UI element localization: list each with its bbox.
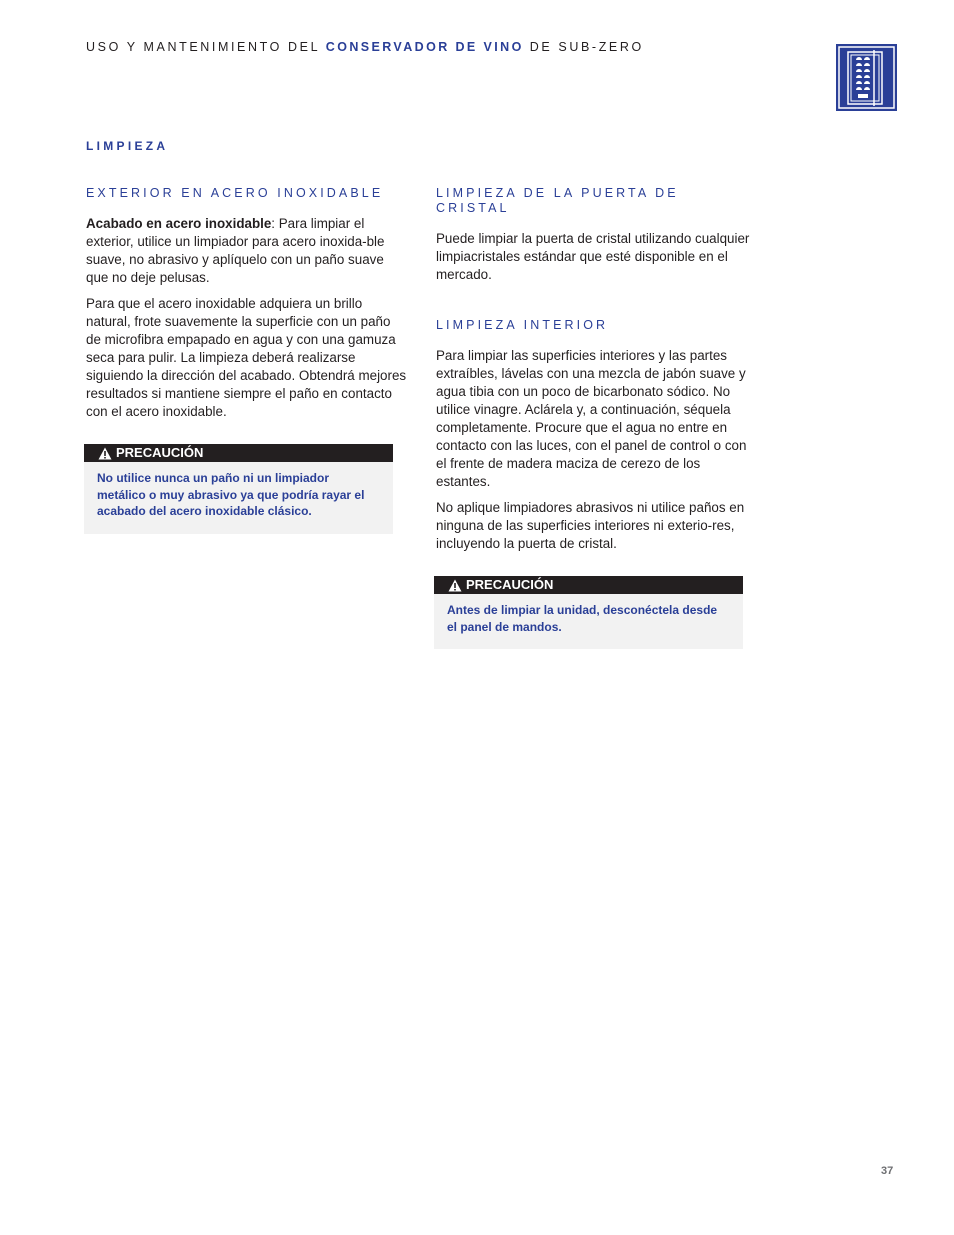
warning-icon — [98, 447, 112, 460]
running-header — [86, 40, 644, 54]
paragraph: No aplique limpiadores abrasivos ni utilice paños en ninguna de las superficies interiores ni exterio-res, incluyendo la puerta de cristal. — [436, 500, 745, 551]
header-suffix: DE SUB-ZERO — [529, 40, 644, 54]
section-title: LIMPIEZA — [86, 139, 169, 153]
wine-storage-icon — [836, 44, 897, 111]
caution-text: Antes de limpiar la unidad, desconéctela desde el panel de mandos. — [447, 603, 718, 634]
caution-header — [434, 576, 743, 594]
page-number: 37 — [881, 1165, 894, 1177]
para-lead: Acabado en acero inoxidable — [86, 216, 272, 231]
caution-box — [84, 444, 393, 534]
header-prefix: USO Y MANTENIMIENTO DEL — [86, 40, 320, 54]
right-column — [436, 186, 758, 649]
caution-header — [84, 444, 393, 462]
paragraph: Para limpiar las superficies interiores y las partes extraíbles, lávelas con una mezcla de jabón suave y agua tibia con un poco de bicarbonato sódico. No utilice vinagre. Aclárela y, a continuación, séquela completamente. Procure que el agua no entre en contacto con las luces, con el panel de control o con el frente de madera maciza de cerezo de los estantes. — [436, 348, 747, 489]
warning-icon — [448, 579, 462, 592]
para-body: : Para limpiar el exterior, utilice un limpiador para acero inoxida-ble suave, no abrasivo y aplíquelo con un paño suave que no deje pelusas. — [86, 216, 385, 285]
left-column — [86, 186, 408, 534]
caution-box — [434, 576, 743, 649]
subhead-interior: LIMPIEZA INTERIOR — [436, 318, 609, 332]
paragraph: Para que el acero inoxidable adquiera un brillo natural, frote suavemente la superficie con un paño de microfibra empapado en agua y con una gamuza seca para pulir. La limpieza deberá realizarse siguiendo la dirección del acabado. Obtendrá mejores resultados si mantiene siempre el paño en contacto con el acero inoxidable. — [86, 296, 407, 419]
paragraph — [86, 215, 408, 287]
header-emphasis: CONSERVADOR DE VINO — [325, 40, 524, 54]
subhead-stainless-exterior: EXTERIOR EN ACERO INOXIDABLE — [86, 186, 384, 200]
caution-text: No utilice nunca un paño ni un limpiador metálico o muy abrasivo ya que podría rayar el acabado del acero inoxidable clásico. — [97, 471, 365, 518]
caution-label: PRECAUCIÓN — [116, 445, 204, 460]
caution-label: PRECAUCIÓN — [466, 577, 554, 592]
subhead-glass-door: LIMPIEZA DE LA PUERTA DE CRISTAL — [436, 186, 679, 215]
paragraph: Puede limpiar la puerta de cristal utilizando cualquier limpiacristales estándar que esté disponible en el mercado. — [436, 231, 750, 282]
